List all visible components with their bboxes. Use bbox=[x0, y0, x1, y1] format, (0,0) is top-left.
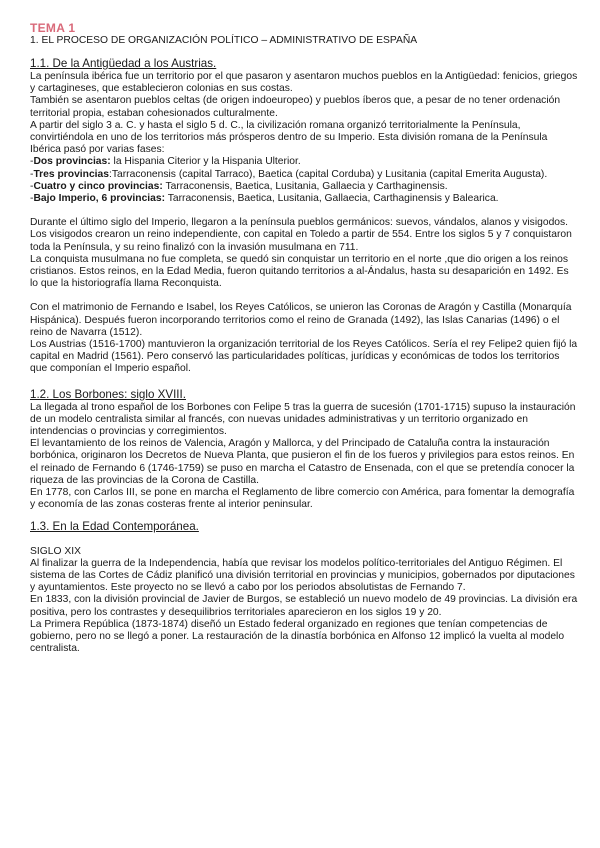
paragraph: La Primera República (1873-1874) diseñó un Estado federal organizado en regiones que tenían competencias de gobierno, pero no se llegó a poner. La restauración de la dinastía borbónica en Alfonso 12 implicó la vuelta al modelo centralista. bbox=[30, 618, 565, 655]
section-heading-contemporanea: 1.3. En la Edad Contemporánea. bbox=[30, 519, 199, 533]
list-item: -Bajo Imperio, 6 provincias: Tarraconensis, Baetica, Lusitania, Gallaecia, Carthaginensis y Balearica. bbox=[30, 193, 499, 205]
spacer bbox=[30, 205, 578, 217]
paragraph: También se asentaron pueblos celtas (de origen indoeuropeo) y pueblos íberos que, a pesar de no tener ordenación territorial propia, estaban cohesionados culturalmente. bbox=[30, 95, 561, 119]
section-heading-antiguedad: 1.1. De la Antigüedad a los Austrias. bbox=[30, 57, 217, 70]
subheading-siglo-xix: SIGLO XIX bbox=[30, 545, 81, 557]
paragraph: Al finalizar la guerra de la Independencia, había que revisar los modelos político-territoriales del Antiguo Régimen. El sistema de las Cortes de Cádiz planificó una división territorial en provincias y municipios, gobernados por diputaciones y ayuntamientos. Este proyecto no se llevó a cabo por los periodos absolutistas de Fernando 7. bbox=[30, 557, 575, 594]
spacer bbox=[30, 376, 578, 388]
paragraph: En 1833, con la división provincial de Javier de Burgos, se estableció un nuevo modelo de 49 provincias. La división era positiva, pero los contrastes y desequilibrios territoriales aparecieron en los siglos 19 y 20. bbox=[30, 594, 578, 618]
section-heading-borbones: 1.2. Los Borbones: siglo XVIII. bbox=[30, 387, 186, 401]
paragraph: Los Austrias (1516-1700) mantuvieron la organización territorial de los Reyes Católicos. Sería el rey Felipe2 quien fijó la capital en Madrid (1561). Pero conservó las particularidades políticas, jurídicas y económicas de todos los territorios que componían el Imperio español. bbox=[30, 339, 578, 375]
list-item: -Cuatro y cinco provincias: Tarraconensis, Baetica, Lusitania, Gallaecia y Carthaginensis. bbox=[30, 180, 448, 192]
paragraph: La península ibérica fue un territorio por el que pasaron y asentaron muchos pueblos en la Antigüedad: fenicios, griegos y cartagineses, que establecieron colonias en sus costas. bbox=[30, 71, 578, 95]
list-item: -Dos provincias: la Hispania Citerior y la Hispania Ulterior. bbox=[30, 156, 301, 168]
spacer bbox=[30, 534, 578, 546]
paragraph: En 1778, con Carlos III, se pone en marcha el Reglamento de libre comercio con América, para fomentar la demografía y economía de las zonas costeras frente al interior peninsular. bbox=[30, 487, 575, 511]
document-title: 1. EL PROCESO DE ORGANIZACIÓN POLÍTICO – ADMINISTRATIVO DE ESPAÑA bbox=[30, 35, 418, 46]
paragraph: La llegada al trono español de los Borbones con Felipe 5 tras la guerra de sucesión (1701-1715) supuso la instauración de un modelo centralista similar al francés, con nuevas unidades administrativas y un territorio organizado en intendencias o provincias y corregimientos. bbox=[30, 401, 576, 438]
paragraph: Los visigodos crearon un reino independiente, con capital en Toledo a partir de 554. Entre los siglos 5 y 7 conquistaron toda la Península, y su reino finalizó con la invasión musulmana en 711. bbox=[30, 229, 572, 253]
topic-label: TEMA 1 bbox=[30, 21, 76, 35]
paragraph: A partir del siglo 3 a. C. y hasta el siglo 5 d. C., la civilización romana organizó territorialmente la Península, convirtiéndola en uno de los territorios más prósperos dentro de su Imperio. Esta división romana de la Península Ibérica pasó por varias fases: bbox=[30, 119, 548, 156]
spacer bbox=[30, 512, 578, 520]
spacer bbox=[30, 290, 578, 302]
paragraph: El levantamiento de los reinos de Valencia, Aragón y Mallorca, y del Principado de Cataluña contra la instauración borbónica, originaron los Decretos de Nueva Planta, que pusieron el fin de los fueros y privilegios para estos reinos. En el reinado de Fernando 6 (1746-1759) se puso en marcha el Catastro de Ensenada, con el que se pretendía conocer la riqueza de las provincias de la Corona de Castilla. bbox=[30, 438, 575, 486]
list-item: -Tres provincias:Tarraconensis (capital Tarraco), Baetica (capital Corduba) y Lusitania (capital Emerita Augusta). bbox=[30, 168, 548, 180]
paragraph: Con el matrimonio de Fernando e Isabel, los Reyes Católicos, se unieron las Coronas de Aragón y Castilla (Monarquía Hispánica). Después fueron incorporando territorios como el reino de Granada (1492), las Islas Canarias (1496) o el reino de Navarra (1512). bbox=[30, 302, 572, 338]
paragraph: La conquista musulmana no fue completa, se quedó sin conquistar un territorio en el norte ,que dio origen a los reinos cristianos. Estos reinos, en la Edad Media, fueron quitando territorios a al-Ándalus, hasta su desaparición en 1492. Es lo que la historiografía llama Reconquista. bbox=[30, 253, 569, 290]
document-page bbox=[30, 22, 578, 655]
paragraph: Durante el último siglo del Imperio, llegaron a la península pueblos germánicos: suevos, vándalos, alanos y visigodos. bbox=[30, 217, 569, 229]
